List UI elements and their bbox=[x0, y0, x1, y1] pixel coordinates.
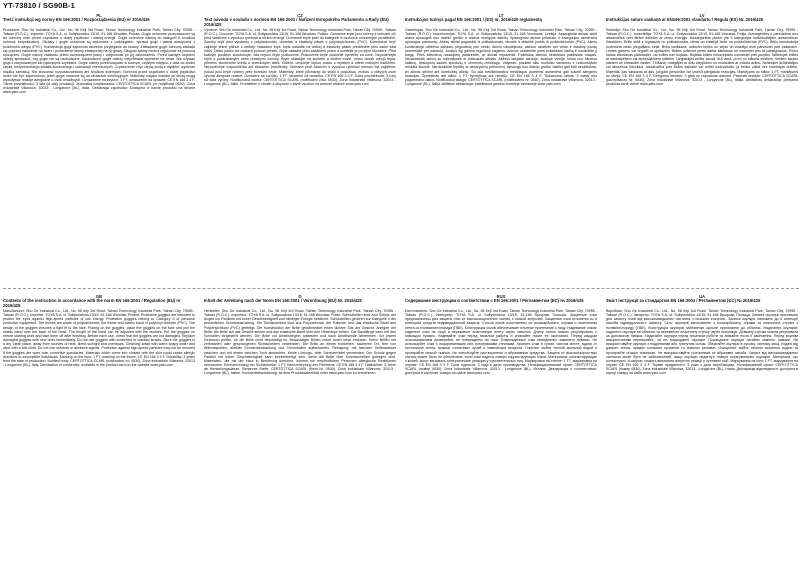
section-body: Изготовитель: Shu Ge Industrial Co., Ltd., No. 96 Keji 3rd Road, Tainan Technology Industrial Park, Tainan City, 70955 - Taiwan (R.O.C.). Импортер: TOYA S.A. ul. Sołtysowicka 13/15, 51-168 Вроцлав, Польша. Защитные очки предназначены для защиты глаз от высокоскоростных частиц с низкой энергией. Защитные очки относятся ко II категории средств индивидуальной защиты. Стекла очков изготовлены из поликарбоната, оправа и эластичная лента из поливинилхлорида (ПВХ). Конструкция очков обеспечивает плотное прилегание к лицу. Надевание очков: наденьте очки на лицо и перекиньте эластичную ленту через затылок. Длину ленты можно регулировать с помощью пряжек. Надевайте очки перед началом работы и снимайте после ее окончания. Перед каждым использованием проверяйте, не повреждены ли очки. Поврежденные очки немедленно замените новыми. Не используйте очки с поцарапанными или треснувшими стеклами. Храните очки в сухом, чистом месте, вдали от источников тепла, прямых солнечных лучей и химических веществ. Очистка: мойте теплой мыльной водой и протирайте мягкой тканью. Не используйте растворители и абразивные средства. Защита от высокоскоростных частиц может быть не обеспечена, если очки надеты поверх корректирующих очков. Материалы, контактирующие с кожей, могут вызывать аллергические реакции у чувствительных лиц. Маркировка на стекле: 1 FT, маркировка на оправе: CE EN 166 3 4 F. Срок годности: 3 года с даты производства. Нотифицированный орган: CERTOTTICA SCARL (номер 0530), Zona Industriale Villanova, 32013 - Longarone (BL), Италия. Декларация о соответствии: доступна в карточке товара на сайте www.yato.com bbox=[405, 309, 597, 376]
section-cz bbox=[204, 13, 396, 281]
section-rus bbox=[405, 294, 597, 562]
section-title: Instrukcijos turinys pagal EN 166:2001 / (ES) nr. 2016/425 reglamentą bbox=[405, 17, 542, 22]
section-body: Manufacturer: Shu Ge Industrial Co., Ltd., No. 96 Keji 3rd Road, Tainan Technology Industrial Park, Tainan City, 70955 - Taiwan (R.O.C.). Importer: TOYA S.A. ul. Sołtysowicka 13/15, 51-168 Wrocław, Poland. Protective goggles are intended to protect the eyes against high-speed particles of low energy. Protective goggles belong to Category II of personal protective equipment. The lenses are made of polycarbonate, the frame and elastic band of polyvinyl chloride (PVC). The design of the goggles ensures a tight fit to the face. Putting on the goggles: place the goggles on the face and pull the elastic band over the back of the head. The length of the band can be adjusted with the buckles. Put the goggles on before starting work and take them off after finishing. Before each use, check that the goggles are not damaged. Replace damaged goggles with new ones immediately. Do not use goggles with scratched or cracked lenses. Store the goggles in a dry, clean place, away from sources of heat, direct sunlight and chemicals. Cleaning: wash with warm soapy water and wipe with a soft cloth. Do not use solvents or abrasive agents. Protection against high-speed particles may not be ensured if the goggles are worn over corrective spectacles. Materials which come into contact with the skin could cause allergic reactions to susceptible individuals. Marking on the lens: 1 FT, marking on the frame: CE EN 166 3 4 F. Durability: 3 years from the date of production. Notified body: CERTOTTICA SCARL (notification no. 0530), Zona Industriale Villanova, 32013 - Longarone (BL), Italy. Declaration of conformity: available in the product card on the website www.yato.com bbox=[3, 309, 195, 368]
section-title: Treść instrukcji wg normy EN 166:2001 / Rozporządzenia (EU) nr 2016/425 bbox=[3, 17, 150, 22]
section-pl bbox=[3, 13, 195, 281]
section-lang: GB bbox=[95, 294, 103, 299]
row-divider bbox=[3, 288, 799, 289]
section-title: Instrukcijas saturs saskaņā ar EN166:2001 standartu / Regula (ES) Nr. 2016/425 bbox=[606, 17, 764, 22]
section-lt bbox=[405, 13, 597, 281]
section-lang: LV bbox=[699, 13, 705, 18]
section-body: Hersteller: Shu Ge Industrial Co., Ltd., No. 96 Keji 3rd Road, Tainan Technology Industrial Park, Tainan City, 70955 - Taiwan (R.O.C.). Importeur: TOYA S.A. ul. Sołtysowicka 13/15, 51-168 Wrocław, Polen. Schutzbrillen sind zum Schutz der Augen vor Partikeln mit hoher Geschwindigkeit und niedriger Energie bestimmt. Schutzbrillen gehören zur Kategorie II der persönlichen Schutzausrüstung. Die Sichtscheiben sind aus Polycarbonat, der Rahmen und das elastische Band aus Polyvinylchlorid (PVC) gefertigt. Die Konstruktion der Brille gewährleistet einen dichten Sitz am Gesicht. Anlegen der Brille: die Brille auf das Gesicht setzen und das elastische Band über den Hinterkopf ziehen. Die Bandlänge kann mit den Schnallen eingestellt werden. Die Brille vor Arbeitsbeginn aufsetzen und nach Arbeitsende abnehmen. Vor jedem Gebrauch prüfen, ob die Brille nicht beschädigt ist. Beschädigte Brillen sofort durch neue ersetzen. Keine Brillen mit zerkratzten oder gesprungenen Sichtscheiben verwenden. Die Brille an einem trockenen, sauberen Ort, fern von Wärmequellen, direkter Sonneneinstrahlung und Chemikalien aufbewahren. Reinigung: mit warmem Seifenwasser waschen und mit einem weichen Tuch abwischen. Keine Lösungs- oder Scheuermittel verwenden. Der Schutz gegen Partikel mit hoher Geschwindigkeit kann beeinträchtigt sein, wenn die Brille über Korrekturbrillen getragen wird. Materialien, die mit der Haut in Berührung kommen, können bei empfindlichen Personen allergische Reaktionen hervorrufen. Kennzeichnung der Sichtscheibe: 1 FT, Kennzeichnung des Rahmens: CE EN 166 3 4 F. Haltbarkeit: 3 Jahre ab Herstellungsdatum. Benannte Stelle: CERTOTTICA SCARL (Kenn-Nr. 0530), Zona Industriale Villanova, 32013 - Longarone (BL), Italien. Konformitätserklärung: ist dem Produktdatenblatt unter www.yato.com zu entnehmen. bbox=[204, 309, 396, 376]
section-body: Gamintojas: Shu Ge Industrial Co., Ltd., No. 96 Keji 3rd Road, Tainan Technology Industrial Park, Tainan City, 70955 - Taiwan (R.O.C.). Importuotojas: TOYA S.A. ul. Sołtysowicka 13/15, 51-168 Vroclavas, Lenkija. Apsauginiai akiniai skirti akims apsaugoti nuo didelio greičio ir mažos energijos dalelių. Apsauginiai akiniai priklauso II kategorijos asmeninių apsaugos priemonių. Akinių stiklai pagaminti iš polikarbonato, rėmelis ir elastinė juosta iš polivinilchlorido (PVC). Akinių konstrukcija užtikrina sandarų prigludimą prie veido. Akinių užsidėjimas: akinius uždėkite ant veido ir elastinę juostą permeskite per pakaušį. Juostos ilgį galima reguliuoti sagtimis. Akinius užsidėkite prieš pradėdami darbą ir nusiimkite jį baigę. Prieš kiekvieną naudojimą patikrinkite, ar akiniai nepažeisti. Pažeistus akinius nedelsiant pakeiskite naujais. Nenaudokite akinių su subraižytais ar įtrūkusiais stiklais. Akinius laikykite sausoje, švarioje vietoje, toliau nuo šilumos šaltinių, tiesioginių saulės spindulių ir cheminių medžiagų. Valymas: plaukite šiltu muiluotu vandeniu ir nušluostykite minkšta šluoste. Nenaudokite tirpiklių ar abrazyvinių priemonių. Apsauga nuo didelio greičio dalelių gali būti neužtikrinta, jei akiniai dėvimi ant korekcinių akinių. Su oda besiliečiančios medžiagos jautriems asmenims gali sukelti alergines reakcijas. Žymėjimas ant stiklo: 1 FT, žymėjimas ant rėmelio: CE EN 166 3 4 F. Tinkamumo laikas: 3 metai nuo pagaminimo datos. Notifikuotoji įstaiga: CERTOTTICA SCARL (notifikavimo nr. 0530), Zona Industriale Villanova, 32013 - Longarone (BL), Italija. Atitikties deklaracija: pateikiama gaminio kortelėje svetainėje www.yato.com bbox=[405, 28, 597, 87]
section-body: Ražotājs: Shu Ge Industrial Co., Ltd., No. 96 Keji 3rd Road, Tainan Technology Industrial Park, Tainan City, 70955 - Taiwan (R.O.C.). Importētājs: TOYA S.A. ul. Sołtysowicka 13/15, 51-168 Vroclava, Polija. Aizsargbrilles ir paredzētas acu aizsardzībai pret ātrām daļiņām ar zemu enerģiju. Aizsargbrilles pieder pie II kategorijas individuālajiem aizsardzības līdzekļiem. Briļļu stikli ir izgatavoti no polikarbonāta, rāmis un elastīgā lente no polivinilhlorīda (PVC). Briļļu konstrukcija nodrošina ciešu piegulšanu sejai. Briļļu uzlikšana: uzlieciet brilles uz sejas un elastīgo lenti pārvelciet pāri pakausim. Lentes garumu var regulēt ar sprādzēm. Brilles uzlieciet pirms darba sākšanas un noņemiet pēc tā pabeigšanas. Pirms katras lietošanas pārbaudiet, vai brilles nav bojātas. Bojātās brilles nekavējoties nomainiet pret jaunām. Nelietojiet brilles ar saskrāpētiem vai ieplaisājušiem stikliem. Uzglabājiet brilles sausā, tīrā vietā, prom no siltuma avotiem, tiešiem saules stariem un ķīmiskām vielām. Tīrīšana: mazgājiet ar siltu ziepjūdeni un noslaukiet ar mīkstu drānu. Nelietojiet šķīdinātājus vai abrazīvus līdzekļus. Aizsardzība pret ātrām daļiņām var netikt nodrošināta, ja brilles valkā virs korekcijas brillēm. Materiāli, kas saskaras ar ādu, jutīgām personām var izraisīt alerģiskas reakcijas. Marķējums uz stikla: 1 FT, marķējums uz rāmja: CE EN 166 3 4 F. Derīguma termiņš: 3 gadi no ražošanas datuma. Paziņotā iestāde: CERTOTTICA SCARL (paziņošanas Nr. 0530), Zona Industriale Villanova, 32013 - Longarone (BL), Itālija. Atbilstības deklarācija: pieejama produkta kartē vietnē www.yato.com bbox=[606, 28, 798, 87]
section-gb bbox=[3, 294, 195, 562]
section-title: Contents of the instruction in accordance with the norm EN 166:2001 / Regulation (EU) nr 2016/425 bbox=[3, 298, 181, 308]
section-body: Виробник: Shu Ge Industrial Co., Ltd., No. 96 Keji 3rd Road, Tainan Technology Industrial Park, Tainan City, 70955 - Taiwan (R.O.C.). Імпортер: TOYA S.A. ul. Sołtysowicka 13/15, 51-168 Вроцлав, Польща. Захисні окуляри призначені для захисту очей від високошвидкісних частинок з низькою енергією. Захисні окуляри належать до II категорії засобів індивідуального захисту. Скло окулярів виготовлене з полікарбонату, оправа та еластична стрічка з полівінілхлориду (ПВХ). Конструкція окулярів забезпечує щільне прилягання до обличчя. Надягання окулярів: надягніть окуляри на обличчя та перекиньте еластичну стрічку через потилицю. Довжину стрічки можна регулювати за допомогою пряжок. Надягайте окуляри перед початком роботи та знімайте після її закінчення. Перед кожним використанням перевіряйте, чи не пошкоджені окуляри. Пошкоджені окуляри негайно замініть новими. Не використовуйте окуляри з подряпаним або тріснутим склом. Зберігайте окуляри в сухому, чистому місці, подалі від джерел тепла, прямих сонячних променів та хімічних речовин. Очищення: мийте теплою мильною водою та протирайте м'якою тканиною. Не використовуйте розчинники та абразивні засоби. Захист від високошвидкісних частинок може бути не забезпечений, якщо окуляри надягнуті поверх коригувальних окулярів. Матеріали, що контактують зі шкірою, можуть викликати алергічні реакції у чутливих осіб. Маркування на склі: 1 FT, маркування на оправі: CE EN 166 3 4 F. Термін придатності: 3 роки з дати виробництва. Нотифікований орган: CERTOTTICA SCARL (номер 0530), Zona Industriale Villanova, 32013 - Longarone (BL), Італія. Декларація відповідності: доступна в картці товару на сайті www.yato.com bbox=[606, 309, 798, 376]
section-lang: UA bbox=[698, 294, 706, 299]
section-lang: CZ bbox=[297, 13, 303, 18]
section-lang: PL bbox=[96, 13, 102, 18]
section-lang: RUS bbox=[496, 294, 506, 299]
section-body: Producent: Shu Ge Industrial Co., Ltd., No. 96 Keji 3rd Road, Tainan Technology Industrial Park, Tainan City, 70955 - Taiwan (R.O.C.). Importer: TOYA S.A. ul. Sołtysowicka 13/15, 51-168 Wrocław, Polska. Gogle ochronne przeznaczone są do ochrony oczu przed cząstkami o dużej prędkości i niskiej energii. Gogle ochronne należą do kategorii II środków ochrony indywidualnej. Okulary i gogle ochronne są wykonane z poliwęglanu, oprawa gogli i taśma elastyczna z polichlorku winylu (PVC). Konstrukcja gogli zapewnia szczelne przyleganie do twarzy. Zakładanie gogli: ochronę zakłada się poprzez nałożenie na twarz i przełożenie taśmy elastycznej na tył głowy. Długość taśmy można regulować za pomocą sprzączek. Gogle należy zakładać przed rozpoczęciem pracy i zdejmować po jej zakończeniu. Przed każdym użyciem należy sprawdzić, czy gogle nie są uszkodzone. Uszkodzone gogle należy natychmiast wymienić na nowe. Nie używać gogli z zarysowanymi lub pękniętymi szybkami. Gogle należy przechowywać w suchym, czystym miejscu, z dala od źródeł ciepła, bezpośredniego światła słonecznego i substancji chemicznych. Czyszczenie: myć ciepłą wodą z mydłem, wycierać miękką szmatką. Nie stosować rozpuszczalników ani środków ściernych. Ochrona przed cząstkami o dużej prędkości może nie być zapewniona, jeżeli gogle noszone są na okularach korekcyjnych. Materiały mające kontakt ze skórą mogą wywoływać reakcje alergiczne u osób wrażliwych. Oznaczenie na szybce: 1 FT, oznaczenie na oprawie: CE EN 166 3 4 F. Okres przydatności: 3 lata od daty produkcji. Jednostka notyfikowana: CERTOTTICA SCARL (nr notyfikacji 0530), Zona Industriale Villanova, 32013 - Longarone (BL), Italia. Deklaracja zgodności: Dostępna w karcie produktu na stronie www.yato.com bbox=[3, 28, 195, 95]
section-lang: LT bbox=[498, 13, 504, 18]
section-ua bbox=[606, 294, 798, 562]
document-code: YT-73810 / SG90B-1 bbox=[3, 1, 75, 10]
section-body: Výrobce: Shu Ge Industrial Co., Ltd., No. 96 Keji 3rd Road, Tainan Technology Industrial Park, Tainan City, 70955 - Taiwan (R.O.C.). Dovozce: TOYA S.A. ul. Sołtysowicka 13/15, 51-168 Wrocław, Polsko. Ochranné brýle jsou určeny k ochraně očí před částicemi s vysokou rychlostí a nízkou energií. Ochranné brýle patří do kategorie II osobních ochranných prostředků. Zorníky brýlí jsou vyrobeny z polykarbonátu, rámeček a elastický pásek z polyvinylchloridu (PVC). Konstrukce brýlí zajišťuje těsné přilnutí k obličeji. Nasazení brýlí: brýle nasaďte na obličej a elastický pásek přetáhněte přes zadní část hlavy. Délku pásku lze nastavit pomocí přezek. Brýle nasaďte před začátkem práce a sundejte je po jejím skončení. Před každým použitím zkontrolujte, zda nejsou brýle poškozené. Poškozené brýle okamžitě vyměňte za nové. Nepoužívejte brýle s poškrábanými nebo prasklými zorníky. Brýle skladujte na suchém a čistém místě, mimo dosah zdrojů tepla, přímého slunečního světla a chemických látek. Čištění: umývejte teplou vodou s mýdlem a otřete měkkým hadříkem. Nepoužívejte rozpouštědla ani abrazivní prostředky. Ochrana proti částicím s vysokou rychlostí nemusí být zajištěna, pokud jsou brýle nošeny přes korekční brýle. Materiály, které přicházejí do styku s pokožkou, mohou u citlivých osob vyvolat alergické reakce. Označení na zorníku: 1 FT, označení na rámečku: CE EN 166 3 4 F. Doba použitelnosti: 3 roky od data výroby. Notifikovaná osoba: CERTOTTICA SCARL (notifikační číslo 0530), Zona Industriale Villanova, 32013 - Longarone (BL), Itálie. Prohlášení o shodě: k dispozici v kartě výrobku na webové stránce www.yato.com bbox=[204, 28, 396, 87]
section-lang: D bbox=[298, 294, 302, 299]
section-title: Содержание инструкции в соответствии с EN 166:2001 / Регламентом (ЕС) № 2016/425 bbox=[405, 298, 584, 303]
section-title: Text návodu v souladu s normou EN 166:2001 / Nařízení Evropského Parlamentu a Rady (EU) 2016/425 bbox=[204, 17, 389, 27]
section-lv bbox=[606, 13, 798, 281]
section-title: Inhalt der Anleitung nach der Norm EN 166:2001 / Verordnung (EU) Nr. 2016/425 bbox=[204, 298, 362, 303]
section-d bbox=[204, 294, 396, 562]
section-title: Зміст інструкції за стандартом EN 166:2001 / Регламентом (ЄС) № 2016/425 bbox=[606, 298, 761, 303]
